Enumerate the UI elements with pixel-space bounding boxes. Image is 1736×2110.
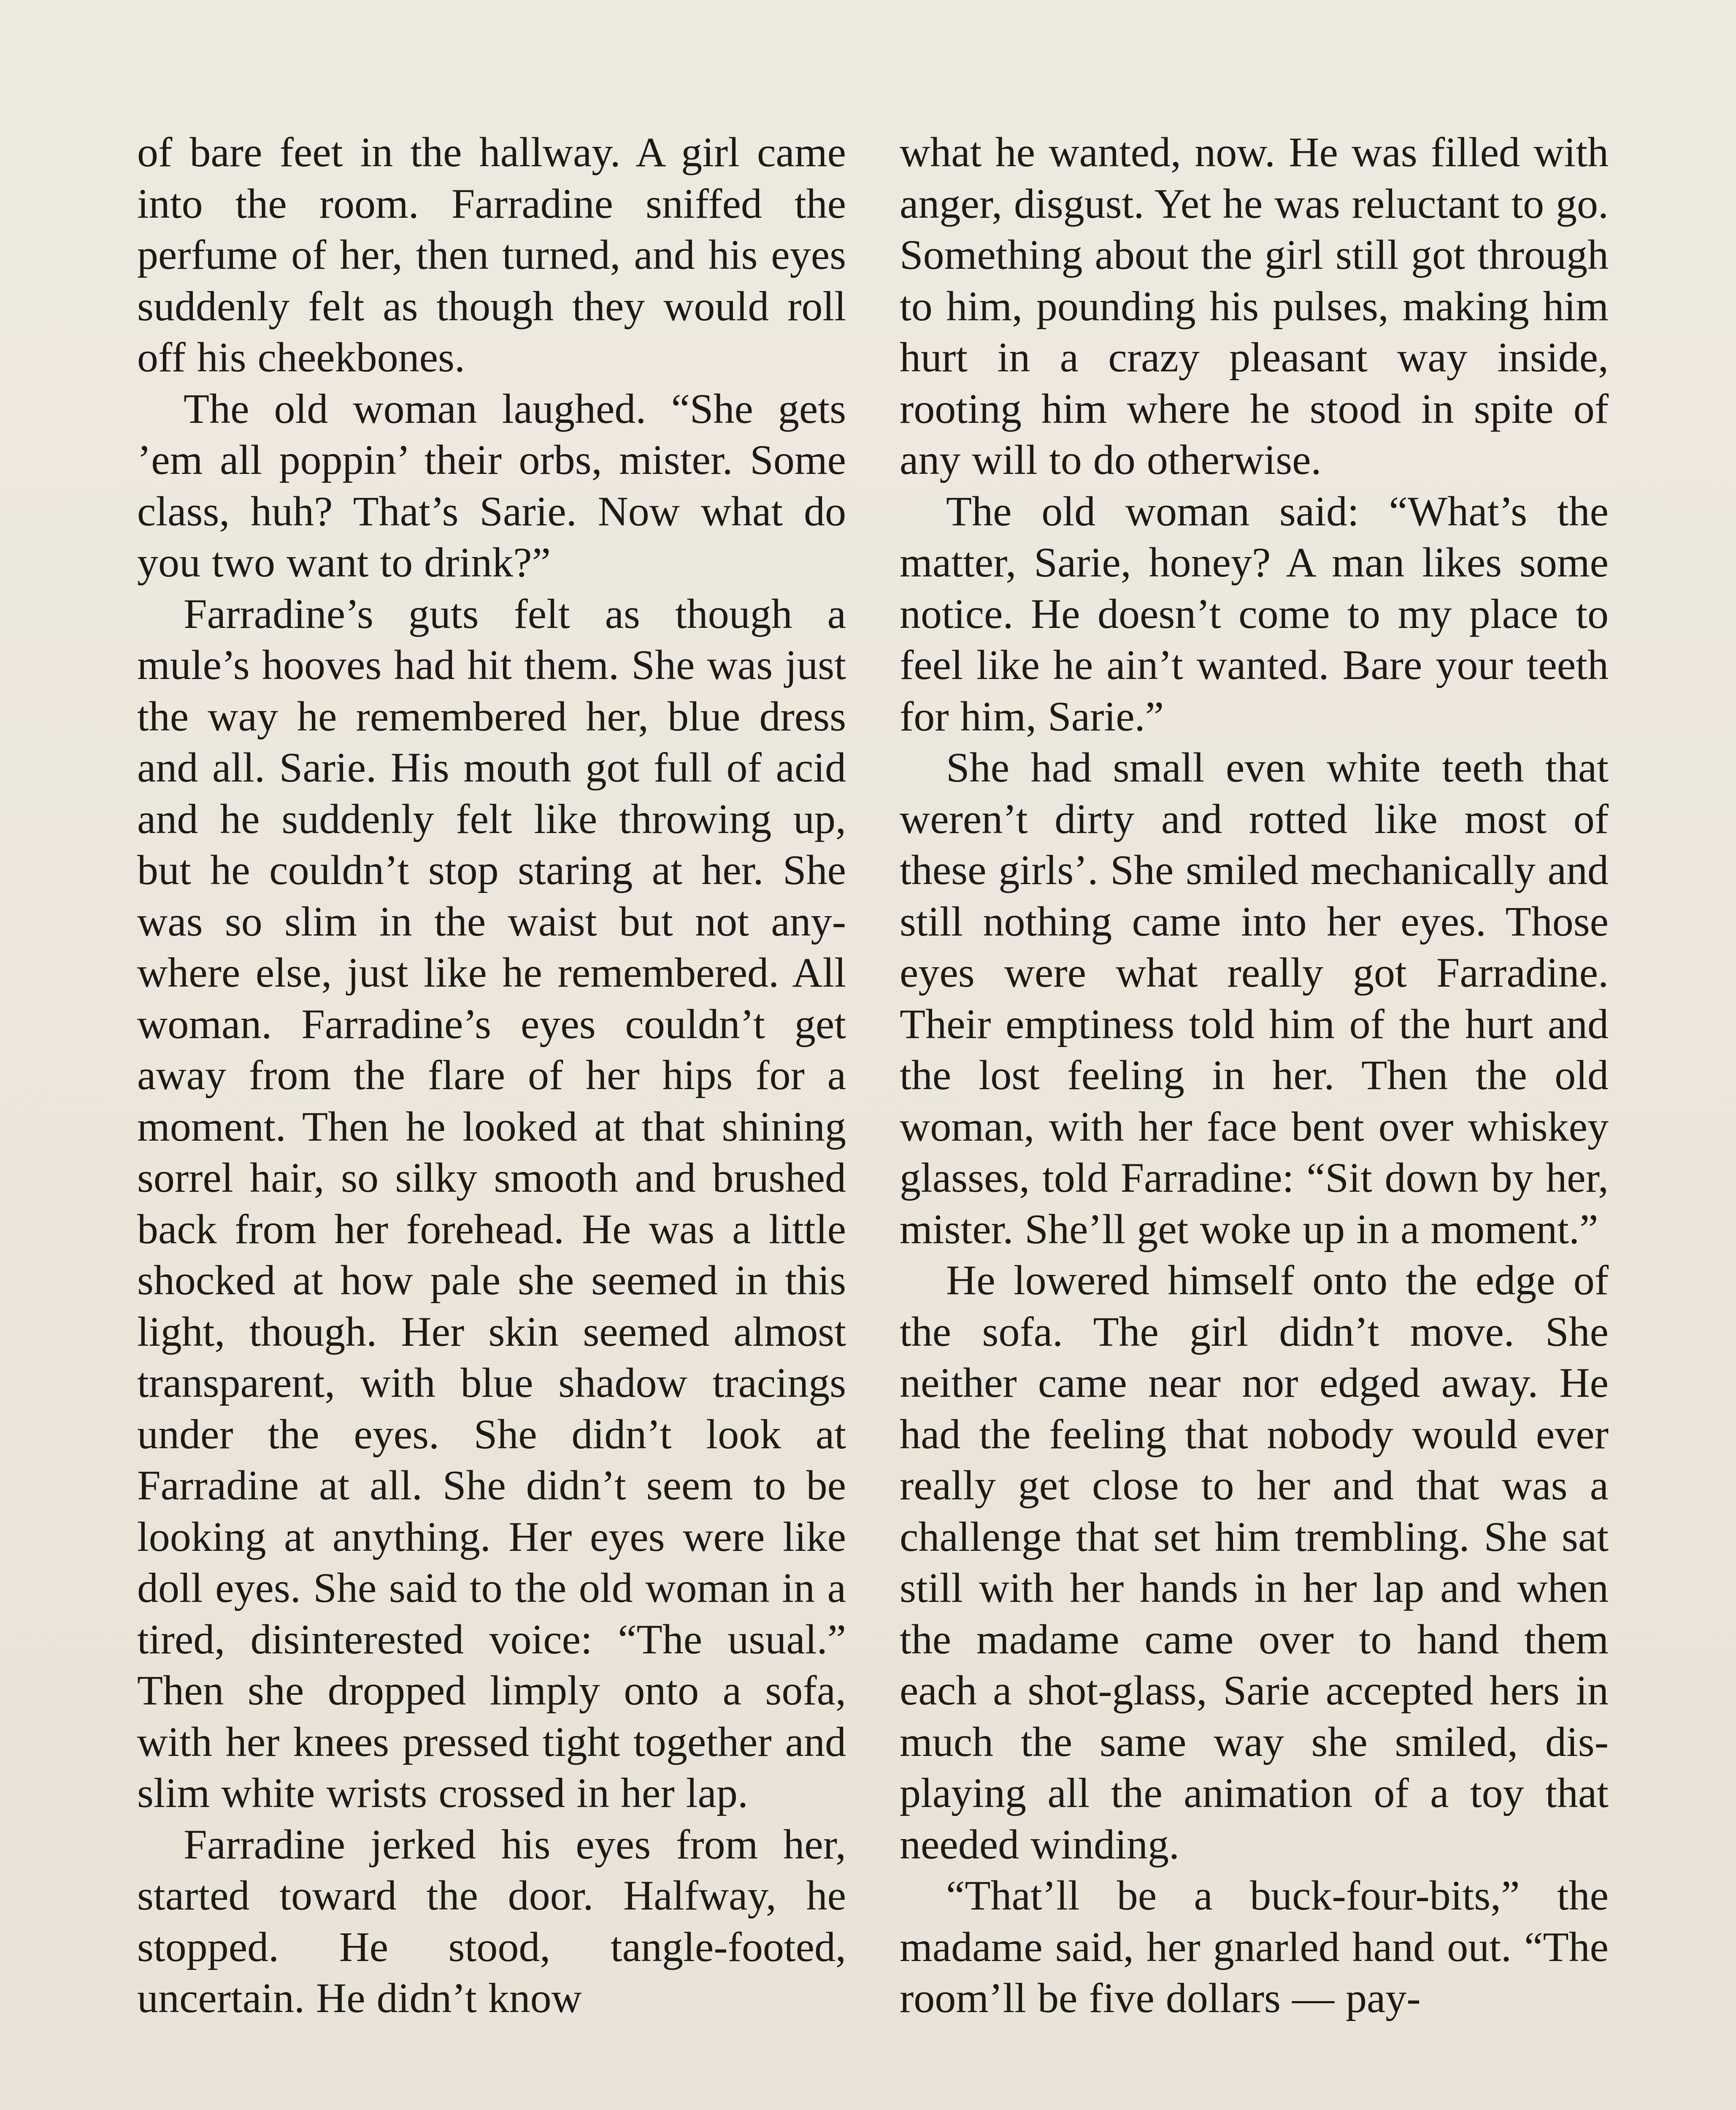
paragraph: She had small even white teeth that weren’t dirty and rotted like most of these girls’. She smiled mechanically and still nothing came into her eyes. Those eyes were what really got Farradine. Their emptiness told him of the hurt and the lost feeling in her. Then the old woman, with her face bent over whiskey glasses, told Farradine: “Sit down by her, mister. She’ll get woke up in a moment.” — [900, 744, 1609, 1252]
paragraph: “That’ll be a buck-four-bits,” the madame said, her gnarled hand out. “The room’ll be five dollars — pay- — [900, 1872, 1609, 2021]
paragraph: The old woman said: “What’s the matter, Sarie, honey? A man likes some notice. He doesn’t come to my place to feel like he ain’t wanted. Bare your teeth for him, Sarie.” — [900, 487, 1609, 740]
paragraph: The old woman laughed. “She gets ’em all poppin’ their orbs, mister. Some class, huh? That’s Sarie. Now what do you two want to drink?” — [137, 385, 846, 586]
paragraph: He lowered himself onto the edge of the sofa. The girl didn’t move. She neither came near nor edged away. He had the feeling that nobody would ever really get close to her and that was a challenge that set him trembling. She sat still with her hands in her lap and when the madame came over to hand them each a shot-glass, Sarie accepted hers in much the same way she smiled, displaying all the animation of a toy that needed winding. — [900, 1257, 1609, 1868]
text-column-left — [137, 127, 846, 2024]
paragraph: Farradine’s guts felt as though a mule’s hooves had hit them. She was just the way he remembered her, blue dress and all. Sarie. His mouth got full of acid and he suddenly felt like throwing up, but he couldn’t stop staring at her. She was so slim in the waist but not anywhere else, just like he remembered. All woman. Farradine’s eyes couldn’t get away from the flare of her hips for a moment. Then he looked at that shining sorrel hair, so silky smooth and brushed back from her forehead. He was a little shocked at how pale she seemed in this light, though. Her skin seemed almost transparent, with blue shadow tracings under the eyes. She didn’t look at Farradine at all. She didn’t seem to be looking at anything. Her eyes were like doll eyes. She said to the old woman in a tired, disinterested voice: “The usual.” Then she dropped limply onto a sofa, with her knees pressed tight together and slim white wrists crossed in her lap. — [137, 590, 846, 1816]
text-column-right — [900, 127, 1609, 2024]
paragraph: Farradine jerked his eyes from her, started toward the door. Halfway, he stopped. He stood, tangle-footed, uncertain. He didn’t know — [137, 1821, 846, 2021]
paragraph: what he wanted, now. He was filled with anger, disgust. Yet he was reluctant to go. Something about the girl still got through to him, pounding his pulses, making him hurt in a crazy pleasant way inside, rooting him where he stood in spite of any will to do otherwise. — [900, 129, 1609, 483]
paragraph: of bare feet in the hallway. A girl came into the room. Farradine sniffed the perfume of her, then turned, and his eyes suddenly felt as though they would roll off his cheekbones. — [137, 129, 846, 381]
